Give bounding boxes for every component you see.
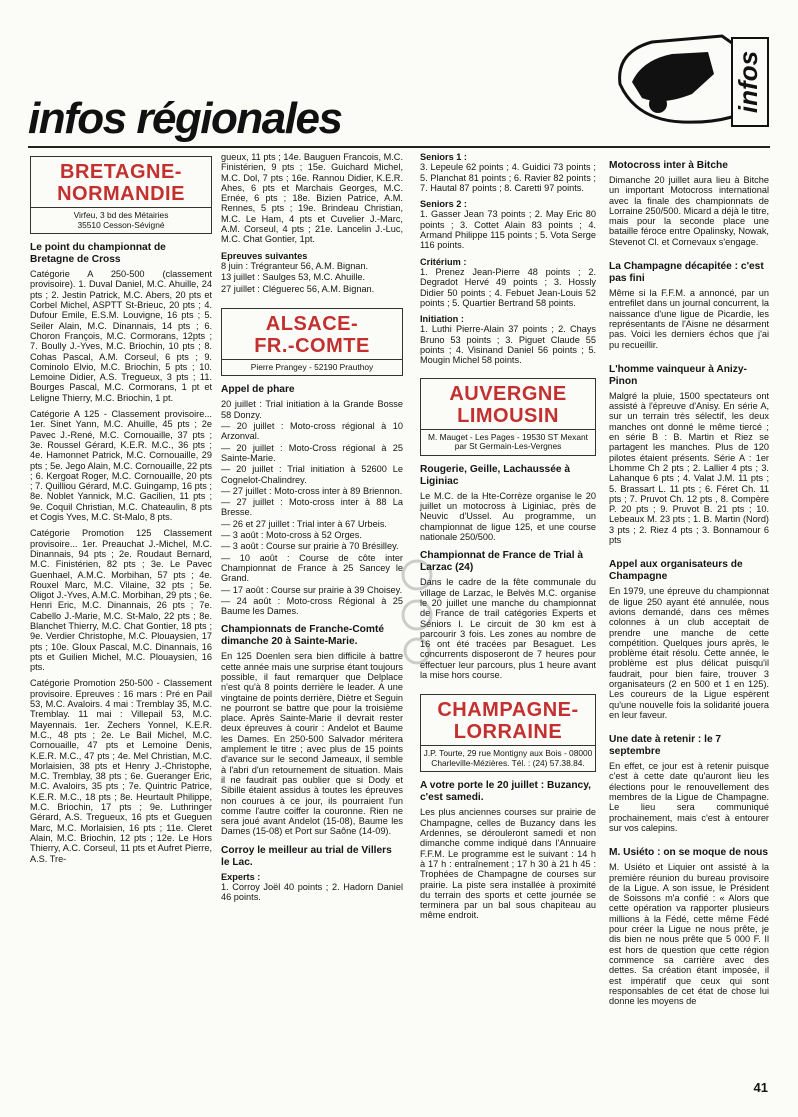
list-item: — 17 août : Course sur prairie à 39 Choisey. bbox=[221, 584, 403, 595]
region-box-champagne bbox=[420, 694, 596, 772]
subheading: Critérium : bbox=[420, 256, 467, 267]
article-paragraph: Le M.C. de la Hte-Corrèze organise le 20 juillet un motocross à Liginiac, près de Neuvic d'Ussel. Au programme, un championnat de ligue 125, et une course nationale 250/500. bbox=[420, 490, 596, 543]
article-headline: Le point du championnat de Bretagne de Cross bbox=[30, 242, 166, 266]
region-title: ALSACE- FR.-COMTE bbox=[254, 312, 370, 357]
page-title: infos régionales bbox=[28, 94, 342, 143]
subheading: Experts : bbox=[221, 871, 261, 882]
region-address: J.P. Tourte, 29 rue Montigny aux Bois - 08000 Charleville-Mézières. Tél. : (24) 57.38.84. bbox=[421, 745, 595, 771]
list-item: — 26 et 27 juillet : Trial inter à 67 Urbeis. bbox=[221, 518, 387, 529]
article-paragraph: 1. Luthi Pierre-Alain 37 points ; 2. Chays Bruno 53 points ; 3. Piguet Claude 55 points ; 4. Visinand Daniel 56 points ; 5. Mougin Michel 58 points. bbox=[420, 324, 596, 366]
subheading: Seniors 1 : bbox=[420, 152, 467, 162]
article-headline: Motocross inter à Bitche bbox=[609, 160, 728, 171]
page-number: 41 bbox=[753, 1080, 768, 1095]
events-list bbox=[221, 261, 403, 294]
watermark-icon bbox=[395, 555, 439, 665]
article-paragraph: 3. Lepeule 62 points ; 4. Guidici 73 points ; 5. Planchat 81 points ; 6. Ravier 82 points ; 7. Hautal 87 points ; 8. Caretti 97 points. bbox=[420, 162, 596, 193]
article-headline: Une date à retenir : le 7 septembre bbox=[609, 734, 722, 758]
list-item: — 20 juillet : Trial initiation à 52600 Le Cognelot-Chalindrey. bbox=[221, 464, 403, 485]
region-title: CHAMPAGNE- LORRAINE bbox=[437, 699, 579, 744]
article-headline: Appel aux organisateurs de Champagne bbox=[609, 559, 743, 583]
header-rule bbox=[28, 146, 770, 148]
article-paragraph: Dans le cadre de la fête communale du village de Larzac, le Belvès M.C. organise le 20 juillet une manche du championnat de France de trail catégories Experts et Séniors I. Le circuit de 30 km est à parcourir 3 fois. Les zones au nombre de 16 ont été tracées par Besaguet. Les concurrents disposeront de 7 heures pour effectuer leur parcours, plus 1 heure avant la mise hors course. bbox=[420, 577, 596, 680]
article-paragraph: Même si la F.F.M. a annoncé, par un entrefilet dans un journal concurrent, la naissance d'une ligue de Picardie, les représentants de l'Aisne ne désarment pas. Voici les derniers échos que j'ai pu recueillir. bbox=[609, 288, 769, 350]
article-paragraph: M. Usiéto et Liquier ont assisté à la première réunion du bureau provisoire de la Ligue. A son issue, le Président de Soissons m'a confié : « Alors que cette opération va rapporter plusieurs millions à la Fédé, cette même Fédé pour créer la Ligue ne nous prête, je dis bien ne nous prête que 5 000 F. Il est hors de question que cette région commence sa carrière avec des dettes. Sa création étant imposée, il est impératif que ceux qui sont responsables de cet état de chose lui donne les moyens de bbox=[609, 862, 769, 1007]
list-item: 8 juin : Trégranteur 56, A.M. Bignan. bbox=[221, 260, 369, 271]
article-paragraph: Catégorie Promotion 250-500 - Classement provisoire. Epreuves : 16 mars : Pré en Pail 53, M.C. Avaloirs. 4 mai : Tremblay 35, M.C. Tremblay. 11 mai : Villepail 53, M.C. Mayennais. 1er. Zechers Yonnel, K.E.R. M.C., 48 pts ; 2e. Le Bail Michel, M.C. Cornouaille, 47 pts et Lemoine Denis, K.E.R. M.C., 47 pts ; 4e. Mel Christian, M.C. Morlaisien, 38 pts et Henry J.-Christophe, M.C. Tremblay, 38 pts ; 6e. Gueranger Eric, M.C. Avaloirs, 35 pts ; 7e. Quintric Patrice, K.E.R. M.C., 18 pts ; 8e. Heurtault Philippe, M.C. Briochin, 17 pts ; 9e. Luthringer Gérard, A.S. Tregueux, 16 pts et Gueguen Marc, M.C. Morlaisien, 16 pts ; 11e. Cleret Alain, M.C. Briochin, 12 pts ; 12e. Le Hors Thierry, A.C. Corseul, 11 pts et Aufret Pierre, A.S. Tre- bbox=[30, 678, 212, 864]
infos-logo-icon bbox=[612, 24, 772, 132]
article-headline: Championnat de France de Trial à Larzac (24) bbox=[420, 550, 584, 574]
list-item: — 3 août : Course sur prairie à 70 Brésilley. bbox=[221, 541, 399, 552]
svg-text:infos: infos bbox=[732, 50, 763, 114]
agenda-list bbox=[221, 399, 403, 616]
list-item: — 24 août : Moto-cross Régional à 25 Baume les Dames. bbox=[221, 595, 403, 617]
article-headline: A votre porte le 20 juillet : Buzancy, c'est samedi. bbox=[420, 780, 591, 804]
list-item: — 20 juillet : Moto-cross régional à 10 Arzonval. bbox=[221, 421, 403, 442]
events-heading: Epreuves suivantes bbox=[221, 250, 308, 261]
article-headline: Championnats de Franche-Comté dimanche 20 à Sainte-Marie. bbox=[221, 624, 385, 648]
column-4 bbox=[609, 152, 769, 1012]
article-paragraph: Catégorie A 125 - Classement provisoire... 1er. Sinet Yann, M.C. Ahuille, 45 pts ; 2e Pavec J.-René, M.C. Cornouaille, 37 pts ; 3e. Roussel Gérard, K.E.R. M.C., 36 pts ; 4e. Hamonnet Patrick, M.C. Cornouaille, 29 pts ; 5e. Jego Alain, M.C. Cornouaille, 22 pts ; 6. Kergoat Roger, M.C. Cornouaille, 20 pts ; 7. Quilliou Gérard, M.C. Guingamp, 16 pts ; 8e. Noblet Yannick, M.C. Gacilien, 11 pts ; 9e. Coquil Christian, M.C. Chateaulin, 8 pts et Cogis Yves, M.C. St-Malo, 8 pts. bbox=[30, 409, 212, 523]
article-paragraph: Dimanche 20 juillet aura lieu à Bitche un important Motocross international avec la finale des championnats de Lorraine 250/500. Micard a déjà le titre, mais pour la seconde place une bataille féroce entre Opalinsky, Nowak, Stevenot Cl. et Cornevaux s'engage. bbox=[609, 175, 769, 247]
article-paragraph: Malgré la pluie, 1500 spectateurs ont assisté à l'épreuve d'Anisy. En série A, sur un terrain très sélectif, les deux manches ont donné le même tiercé ; en série B : B. Martin et Riez se partagent les manches. Plus de 120 pilotes étaient présents. Série A : 1er Lhomme Ch 2 pts ; 2. Lallier 4 pts ; 3. Lahanque 6 pts ; 4. Valat J.M. 11 pts ; 5. Brassart L. 11 pts ; 6. Féret Ch. 11 pts ; 7. Pruvot Ch. 12 pts , 8. Compère P. 20 pts ; 9. Pruvot B. 21 pts ; 10. Lebeaux M. 23 pts ; 1. B. Martin (Nord) 3 pts ; 2. Riez 4 pts ; 3. Bonnamour 6 pts bbox=[609, 390, 769, 546]
article-headline: Corroy le meilleur au trial de Villers le Lac. bbox=[221, 844, 392, 868]
list-item: 27 juillet : Cléguerec 56, A.M. Bignan. bbox=[221, 283, 375, 294]
article-paragraph: En 125 Doenlen sera bien difficile à battre cette année mais une surprise étant toujours possible, il faut remarquer que Delplace n'est qu'à 8 points derrière le leader. A une vingtaine de points derrière, Diètre et Seguin ne pourront se battre que pour la troisième place. Après Sainte-Marie il devrait rester deux épreuves à courir : Andelot et Baume les Dames. En 250-500 Salvador méritera amplement le titre ; avec plus de 15 points d'avance sur le second Jameaux, il semble à l'abri d'un retournement de situation. Mais il ne faudrait pas oublier que si Dody et Sibille étaient assidus à toutes les épreuves non courues à ce jour, ils pourraient l'un comme l'autre coiffer la couronne. Rien ne sera joué avant Andelot (15-08), Baume les Dames (15-08) et Port sur Saône (14-09). bbox=[221, 651, 403, 837]
article-paragraph: 1. Gasser Jean 73 points ; 2. May Eric 80 points ; 3. Cottet Alain 83 points ; 4. Armand Philippe 115 points ; 5. Vota Serge 116 points. bbox=[420, 209, 596, 251]
subheading: Seniors 2 : bbox=[420, 199, 467, 210]
article-paragraph: Catégorie A 250-500 (classement provisoire). 1. Duval Daniel, M.C. Ahuille, 24 pts ; 2. Jestin Patrick, M.C. Abers, 20 pts et Corbel Michel, ASPTT St-Brieuc, 20 pts ; 4. Dufour Emile, E.S.M. Louvigne, 16 pts ; 5. Seiler Alain, M.C. Dinannais, 14 pts ; 6. Choron François, M.C. Cormorans, 12pts ; 7. Boully J.-Yves, M.C. Briochin, 10 pts ; 8. Cohas Pascal, A.M. Corseul, 6 pts ; 9. Cominolo Elvio, M.C. Briochin, 5 pts ; 10. Lemoine Didier, A.S. Tregueux, 3 pts ; 11. Bourges Pascal, M.C. Cormorans, 1 pt et Leligne Thierry, M.C. Briochin, 1 pt. bbox=[30, 269, 212, 403]
article-paragraph: Les plus anciennes courses sur prairie de Champagne, celles de Buzancy dans les Ardennes, se dérouleront samedi et non dimanche comme indiqué dans l'Annuaire F.F.M. Le programme est le suivant : 14 h à 17 h : entraînement ; 17 h 30 à 21 h 45 : Trophées de Champagne de courses sur prairie. La piste sera installée à proximité du terrain des sports et cette journée se terminera par un bal sous chapiteau au même endroit. bbox=[420, 807, 596, 921]
article-headline: La Champagne décapitée : c'est pas fini bbox=[609, 261, 764, 285]
region-address: M. Mauget - Les Pages - 19530 ST Mexant par St Germain-Les-Vergnes bbox=[421, 429, 595, 455]
list-item: — 27 juillet : Moto-cross inter à 88 La Bresse. bbox=[221, 497, 403, 518]
article-headline: L'homme vainqueur à Anizy-Pinon bbox=[609, 363, 747, 387]
region-title: AUVERGNE LIMOUSIN bbox=[449, 382, 567, 427]
list-item: 20 juillet : Trial initiation à la Grande Bosse 58 Donzy. bbox=[221, 399, 403, 420]
article-headline: Rougerie, Geille, Lachaussée à Liginiac bbox=[420, 463, 571, 487]
list-item: — 10 août : Course de côte inter Championnat de France à 25 Sancey le Grand. bbox=[221, 552, 403, 584]
region-box-auvergne bbox=[420, 378, 596, 456]
column-3 bbox=[420, 152, 596, 927]
list-item: — 27 juillet : Moto-cross inter à 89 Briennon. bbox=[221, 485, 403, 496]
subheading: Initiation : bbox=[420, 314, 464, 325]
column-2 bbox=[221, 152, 403, 909]
article-paragraph: En effet, ce jour est à retenir puisque c'est à cette date qu'auront lieu les élections pour le renouvellement des membres de la Ligue de Champagne. Le lieu sera communiqué prochainement, mais c'est à entourer sur vos calepins. bbox=[609, 761, 769, 833]
article-paragraph: Catégorie Promotion 125 Classement provisoire... 1er. Preauchat J.-Michel, M.C. Dinannais, 94 pts ; 2e. Roudaut Bernard, M.C. Finistérien, 82 pts ; 3e. Le Pavec Guenhael, A.M.C. Morbihan, 57 pts ; 4e. Rouxel Marc, M.C. Vilaine, 32 pts ; 5e. Oligot J.-Yves, A.M.C. Morbihan, 29 pts ; 6e. Henri Eric, M.C. Dinannais, 26 pts ; 7e. Cabello J.-Marie, M.C. St-Malo, 22 pts ; 8e. Blanchet Thierry, M.C. Chat Gontier, 18 pts ; 9e. Verdier Christophe, M.C. Plouaysien, 17 pts ; 10e. Gloux Pascal, M.C. Dinannais, 16 pts et Guilien Michel, M.C. Plouaysien, 16 pts. bbox=[30, 528, 212, 673]
article-paragraph: En 1979, une épreuve du championnat de ligue 250 ayant été annulée, nous avions demandé, dans ces mêmes colonnes à un club acceptait de prendre une manche de cette compétition. Quelques jours après, le problème était résolu. Cette année, le problème est plus délicat puisqu'il faudrait, pour bien faire, trouver 3 organisateurs (2 en 500 et 1 en 125). Les coureurs de la Ligue espèrent qu'une nouvelle fois la solidarité jouera en leur faveur. bbox=[609, 586, 769, 720]
column-1 bbox=[30, 152, 212, 870]
region-address: Virfeu, 3 bd des Métairies 35510 Cesson-Sévigné bbox=[31, 207, 211, 233]
region-box-bretagne bbox=[30, 156, 212, 234]
region-box-alsace bbox=[221, 308, 403, 377]
article-headline: Appel de phare bbox=[221, 384, 295, 396]
list-item: — 3 août : Moto-cross à 52 Orges. bbox=[221, 530, 362, 541]
list-item: 13 juillet : Saulges 53, M.C. Ahuille. bbox=[221, 272, 366, 283]
list-item: — 20 juillet : Moto-Cross régional à 25 Sainte-Marie. bbox=[221, 442, 403, 463]
region-title: BRETAGNE- NORMANDIE bbox=[57, 161, 185, 205]
article-paragraph: gueux, 11 pts ; 14e. Bauguen Francois, M.C. Finistérien, 9 pts ; 15e. Guichard Michel, M.C. Dol, 7 pts ; 16e. Rannou Didier, K.E.R. Ahes, 6 pts et Marchais Georges, M.C. Ernée, 6 pts ; 18e. Bizien Patrice, A.M. Rennes, 5 pts ; 19e. Brindeau Christian, M.C. Le Ham, 4 pts et Cuvelier J.-Marc, A.M. Corseul, 4 pts ; 21e. Lancelin J.-Luc, M.C. Chat Gontier, 1pt. bbox=[221, 152, 403, 245]
article-paragraph: 1. Corroy Joël 40 points ; 2. Hadorn Daniel 46 points. bbox=[221, 882, 403, 903]
article-paragraph: 1. Prenez Jean-Pierre 48 points ; 2. Degradot Hervé 49 points ; 3. Hossly Didier 50 points ; 4. Febuet Jean-Louis 52 points ; 5. Quartier Bertrand 58 points. bbox=[420, 266, 596, 308]
region-address: Pierre Prangey - 52190 Prauthoy bbox=[222, 359, 402, 376]
article-headline: M. Usiéto : on se moque de nous bbox=[609, 847, 769, 859]
